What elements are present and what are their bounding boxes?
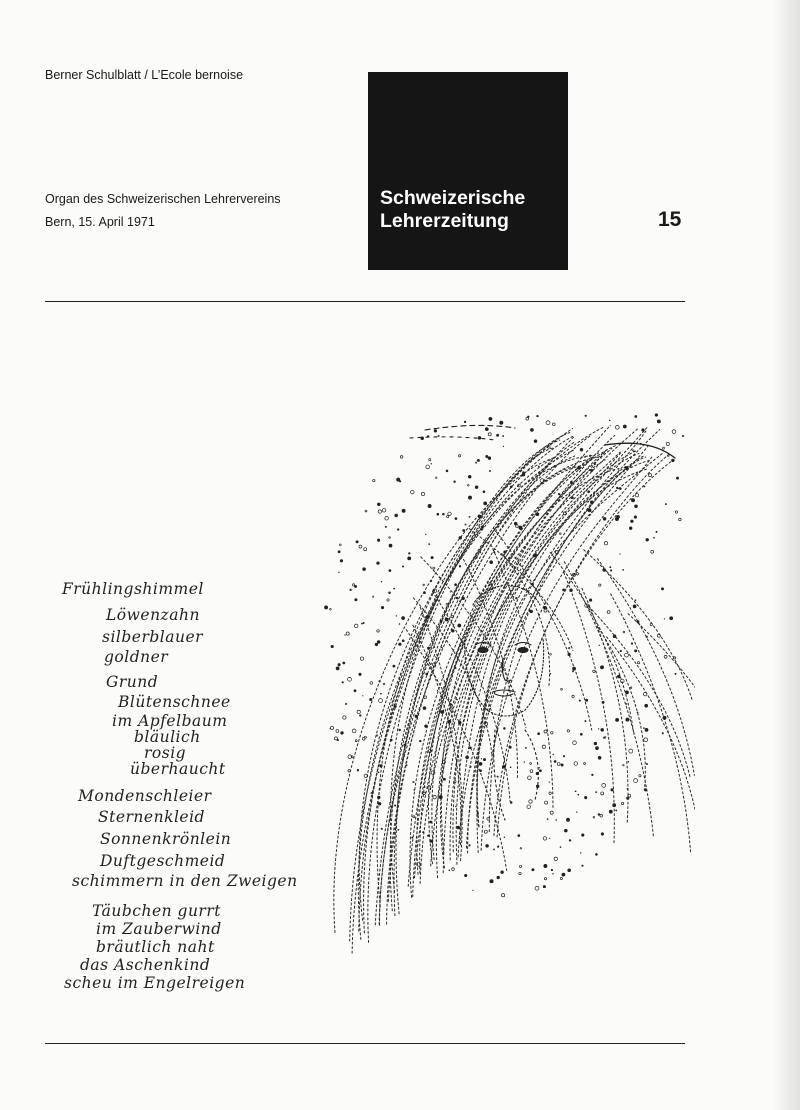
page-edge-shadow	[772, 0, 800, 1110]
poem-line: silberblauer	[102, 628, 204, 646]
title-block	[368, 72, 568, 270]
poem-line: Duftgeschmeid	[100, 852, 226, 870]
poem-line: überhaucht	[130, 760, 226, 778]
journal-title	[380, 187, 525, 233]
poem-line: Grund	[106, 673, 159, 691]
issue-number: 15	[658, 208, 682, 231]
poem-line: goldner	[104, 648, 169, 666]
poem-line: Mondenschleier	[78, 787, 212, 805]
poem-line: im Apfelbaum	[112, 712, 228, 730]
poem-line: bläulich	[134, 728, 201, 746]
poem-line: Sonnenkrönlein	[100, 830, 232, 848]
poem-line: Sternenkleid	[98, 808, 205, 826]
poem-line: Frühlingshimmel	[62, 580, 204, 598]
poem-line: Täubchen gurrt	[92, 902, 221, 920]
poem-line: Blütenschnee	[118, 693, 231, 711]
journal-title-line2: Lehrerzeitung	[380, 210, 509, 232]
poem-line: schimmern in den Zweigen	[72, 872, 298, 890]
poem-line: scheu im Engelreigen	[64, 974, 246, 992]
poem-line: bräutlich naht	[96, 938, 215, 956]
organ-line: Organ des Schweizerischen Lehrervereins	[45, 192, 281, 206]
poem-line: rosig	[144, 744, 187, 762]
poem-line: das Aschenkind	[80, 956, 211, 974]
ink-portrait-illustration	[315, 400, 695, 980]
top-divider	[45, 301, 685, 302]
poem-line: Löwenzahn	[106, 606, 200, 624]
date-line: Bern, 15. April 1971	[45, 215, 155, 229]
poem-line: im Zauberwind	[96, 920, 222, 938]
journal-title-line1: Schweizerische	[380, 187, 526, 209]
publication-line: Berner Schulblatt / L’Ecole bernoise	[45, 68, 244, 82]
bottom-divider	[45, 1043, 685, 1044]
